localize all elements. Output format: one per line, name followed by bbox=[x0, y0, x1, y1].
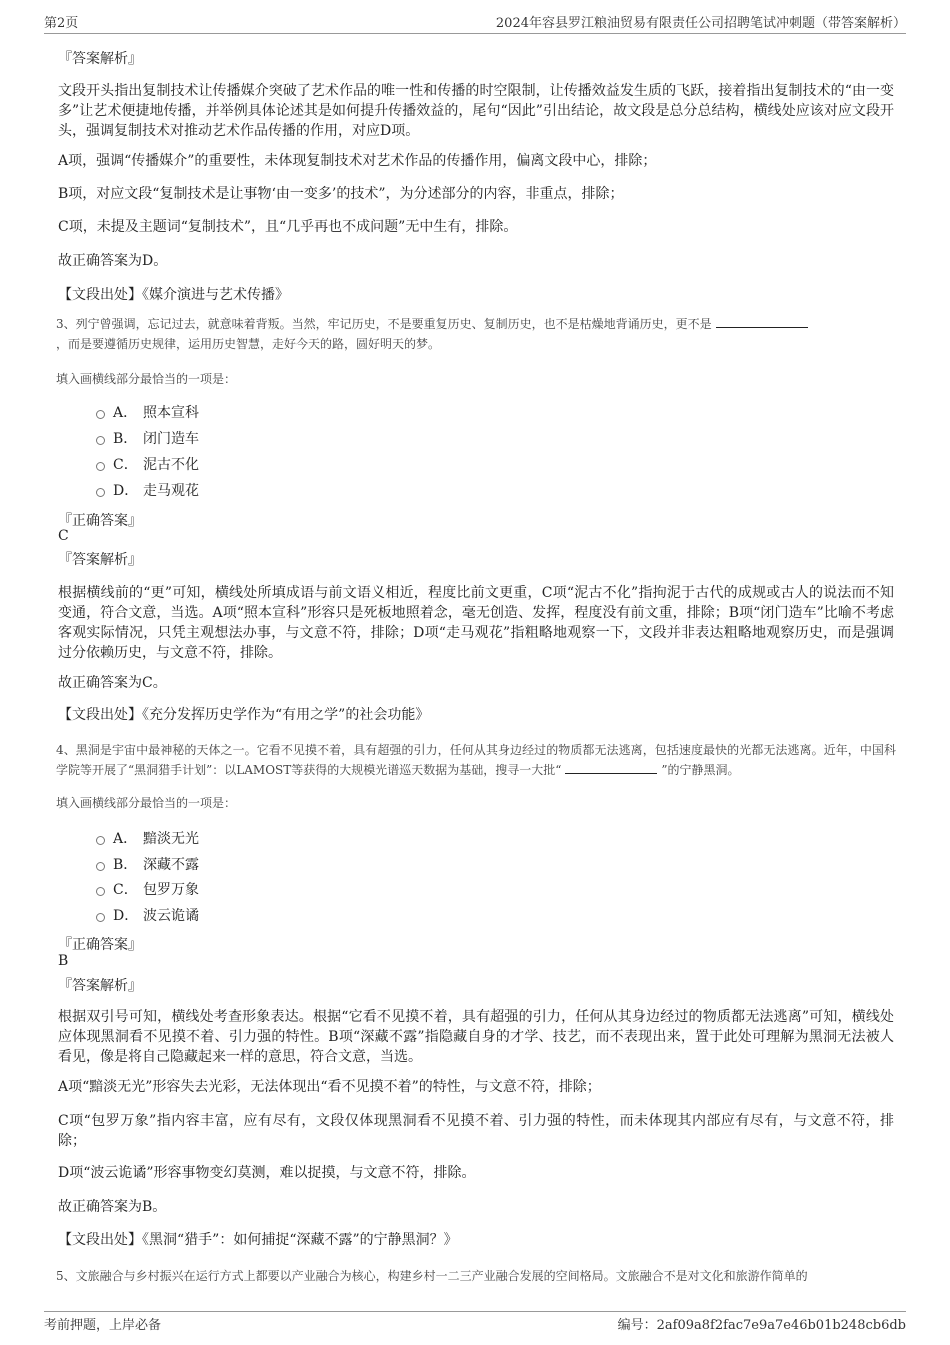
radio-icon[interactable] bbox=[96, 836, 105, 845]
footer-serial: 编号：2af09a8f2fac7e9a7e46b01b248cb6db bbox=[617, 1318, 906, 1333]
q4-option-a[interactable]: A． 黯淡无光 bbox=[96, 828, 199, 848]
q4-option-d-note: D项“波云诡谲”形容事物变幻莫测，难以捉摸，与文意不符，排除。 bbox=[58, 1165, 476, 1181]
q3-option-d[interactable]: D． 走马观花 bbox=[96, 480, 199, 500]
q4-prompt: 填入画横线部分最恰当的一项是： bbox=[56, 796, 237, 810]
q2-option-b-note: B项，对应文段“复制技术是让事物‘由一变多’的技术”，为分述部分的内容，非重点，排除； bbox=[58, 186, 624, 202]
q3-option-a[interactable]: A． 照本宣科 bbox=[96, 402, 199, 422]
q2-conclusion: 故正确答案为D。 bbox=[58, 253, 168, 269]
radio-icon[interactable] bbox=[96, 462, 105, 471]
q4-stem bbox=[56, 740, 896, 780]
q2-analysis: 文段开头指出复制技术让传播媒介突破了艺术作品的唯一性和传播的时空限制，让传播效益发生质的飞跃，接着指出复制技术的“由一变多”让艺术便捷地传播，并举例具体论述其是如何提升传播效益的，尾句“因此”引出结论，故文段是总分总结构，横线处应该对应文段开头，强调复制技术对推动艺术作品传播的作用，对应D项。 bbox=[58, 83, 894, 139]
q4-correct-answer: B bbox=[58, 953, 69, 969]
q4-option-d[interactable]: D． 波云诡谲 bbox=[96, 905, 199, 925]
footer-slogan: 考前押题，上岸必备 bbox=[44, 1318, 162, 1333]
page-header bbox=[44, 12, 906, 32]
q4-conclusion: 故正确答案为B。 bbox=[58, 1199, 167, 1215]
q4-option-b[interactable]: B． 深藏不露 bbox=[96, 854, 199, 874]
radio-icon[interactable] bbox=[96, 913, 105, 922]
q3-analysis: 根据横线前的“更”可知，横线处所填成语与前文语义相近，程度比前文更重，C项“泥古不化”指拘泥于古代的成规或古人的说法而不知变通，符合文意，当选。A项“照本宣科”形容只是死板地照着念，毫无创造、发挥，程度没有前文重，排除；B项“闭门造车”比喻不考虑客观实际情况，只凭主观想法办事，与文意不符，排除；D项“走马观花”指粗略地观察一下，文段并非表达粗略地观察历史，而是强调过分依赖历史，与文意不符，排除。 bbox=[58, 585, 894, 661]
page-number: 第2页 bbox=[44, 16, 79, 31]
q4-stem-part1: 4、黑洞是宇宙中最神秘的天体之一。它看不见摸不着，具有超强的引力，任何从其身边经过的物质都无法逃离，包括速度最快的光都无法逃离。近年，中国科学院等开展了“黑洞猎手计划”：以LAMOST等获得的大规模光谱巡天数据为基础，搜寻一大批“ bbox=[56, 743, 896, 777]
q3-option-b[interactable]: B． 闭门造车 bbox=[96, 428, 199, 448]
q3-conclusion: 故正确答案为C。 bbox=[58, 675, 167, 691]
q4-option-a-note: A项“黯淡无光”形容失去光彩，无法体现出“看不见摸不着”的特性，与文意不符，排除； bbox=[58, 1079, 601, 1095]
q2-option-a-note: A项，强调“传播媒介”的重要性，未体现复制技术对艺术作品的传播作用，偏离文段中心，排除； bbox=[58, 153, 657, 169]
footer-divider bbox=[44, 1311, 906, 1312]
q5-stem: 5、文旅融合与乡村振兴在运行方式上都要以产业融合为核心，构建乡村一二三产业融合发展的空间格局。文旅融合不是对文化和旅游作简单的 bbox=[56, 1269, 808, 1283]
q2-analysis-label: 『答案解析』 bbox=[58, 51, 142, 67]
q3-blank bbox=[716, 315, 808, 328]
q3-correct-label: 『正确答案』 bbox=[58, 513, 142, 529]
q2-source: 【文段出处】《媒介演进与艺术传播》 bbox=[58, 287, 289, 303]
q4-option-c[interactable]: C． 包罗万象 bbox=[96, 879, 199, 899]
q3-correct-answer: C bbox=[58, 528, 69, 544]
q3-option-c[interactable]: C． 泥古不化 bbox=[96, 454, 199, 474]
radio-icon[interactable] bbox=[96, 410, 105, 419]
q4-option-c-note: C项“包罗万象”指内容丰富，应有尽有，文段仅体现黑洞看不见摸不着、引力强的特性，而未体现其内部应有尽有，与文意不符，排除； bbox=[58, 1113, 894, 1149]
q3-prompt: 填入画横线部分最恰当的一项是： bbox=[56, 372, 237, 386]
q4-stem-part2: ”的宁静黑洞。 bbox=[661, 763, 740, 777]
q3-stem-part2: ，而是要遵循历史规律，运用历史智慧，走好今天的路，圆好明天的梦。 bbox=[56, 337, 441, 351]
document-title: 2024年容县罗江粮油贸易有限责任公司招聘笔试冲刺题（带答案解析） bbox=[495, 16, 906, 31]
q3-source: 【文段出处】《充分发挥历史学作为“有用之学”的社会功能》 bbox=[58, 707, 430, 723]
q3-analysis-label: 『答案解析』 bbox=[58, 552, 142, 568]
radio-icon[interactable] bbox=[96, 862, 105, 871]
q2-option-c-note: C项，未提及主题词“复制技术”，且“几乎再也不成问题”无中生有，排除。 bbox=[58, 219, 518, 235]
radio-icon[interactable] bbox=[96, 488, 105, 497]
q4-correct-label: 『正确答案』 bbox=[58, 937, 142, 953]
radio-icon[interactable] bbox=[96, 436, 105, 445]
q4-source: 【文段出处】《黑洞“猎手”：如何捕捉“深藏不露”的宁静黑洞？》 bbox=[58, 1232, 458, 1248]
q4-analysis-label: 『答案解析』 bbox=[58, 978, 142, 994]
radio-icon[interactable] bbox=[96, 887, 105, 896]
header-divider bbox=[44, 33, 906, 34]
q3-stem-part1: 3、列宁曾强调，忘记过去，就意味着背叛。当然，牢记历史，不是要重复历史、复制历史，也不是枯燥地背诵历史，更不是 bbox=[56, 317, 712, 331]
q4-analysis: 根据双引号可知，横线处考查形象表达。根据“它看不见摸不着，具有超强的引力，任何从其身边经过的物质都无法逃离”可知，横线处应体现黑洞看不见摸不着、引力强的特性。B项“深藏不露”指隐藏自身的才学、技艺，而不表现出来，置于此处可理解为黑洞无法被人看见，像是将自己隐藏起来一样的意思，符合文意，当选。 bbox=[58, 1009, 894, 1065]
q3-stem bbox=[56, 314, 896, 354]
q4-blank bbox=[565, 761, 657, 774]
